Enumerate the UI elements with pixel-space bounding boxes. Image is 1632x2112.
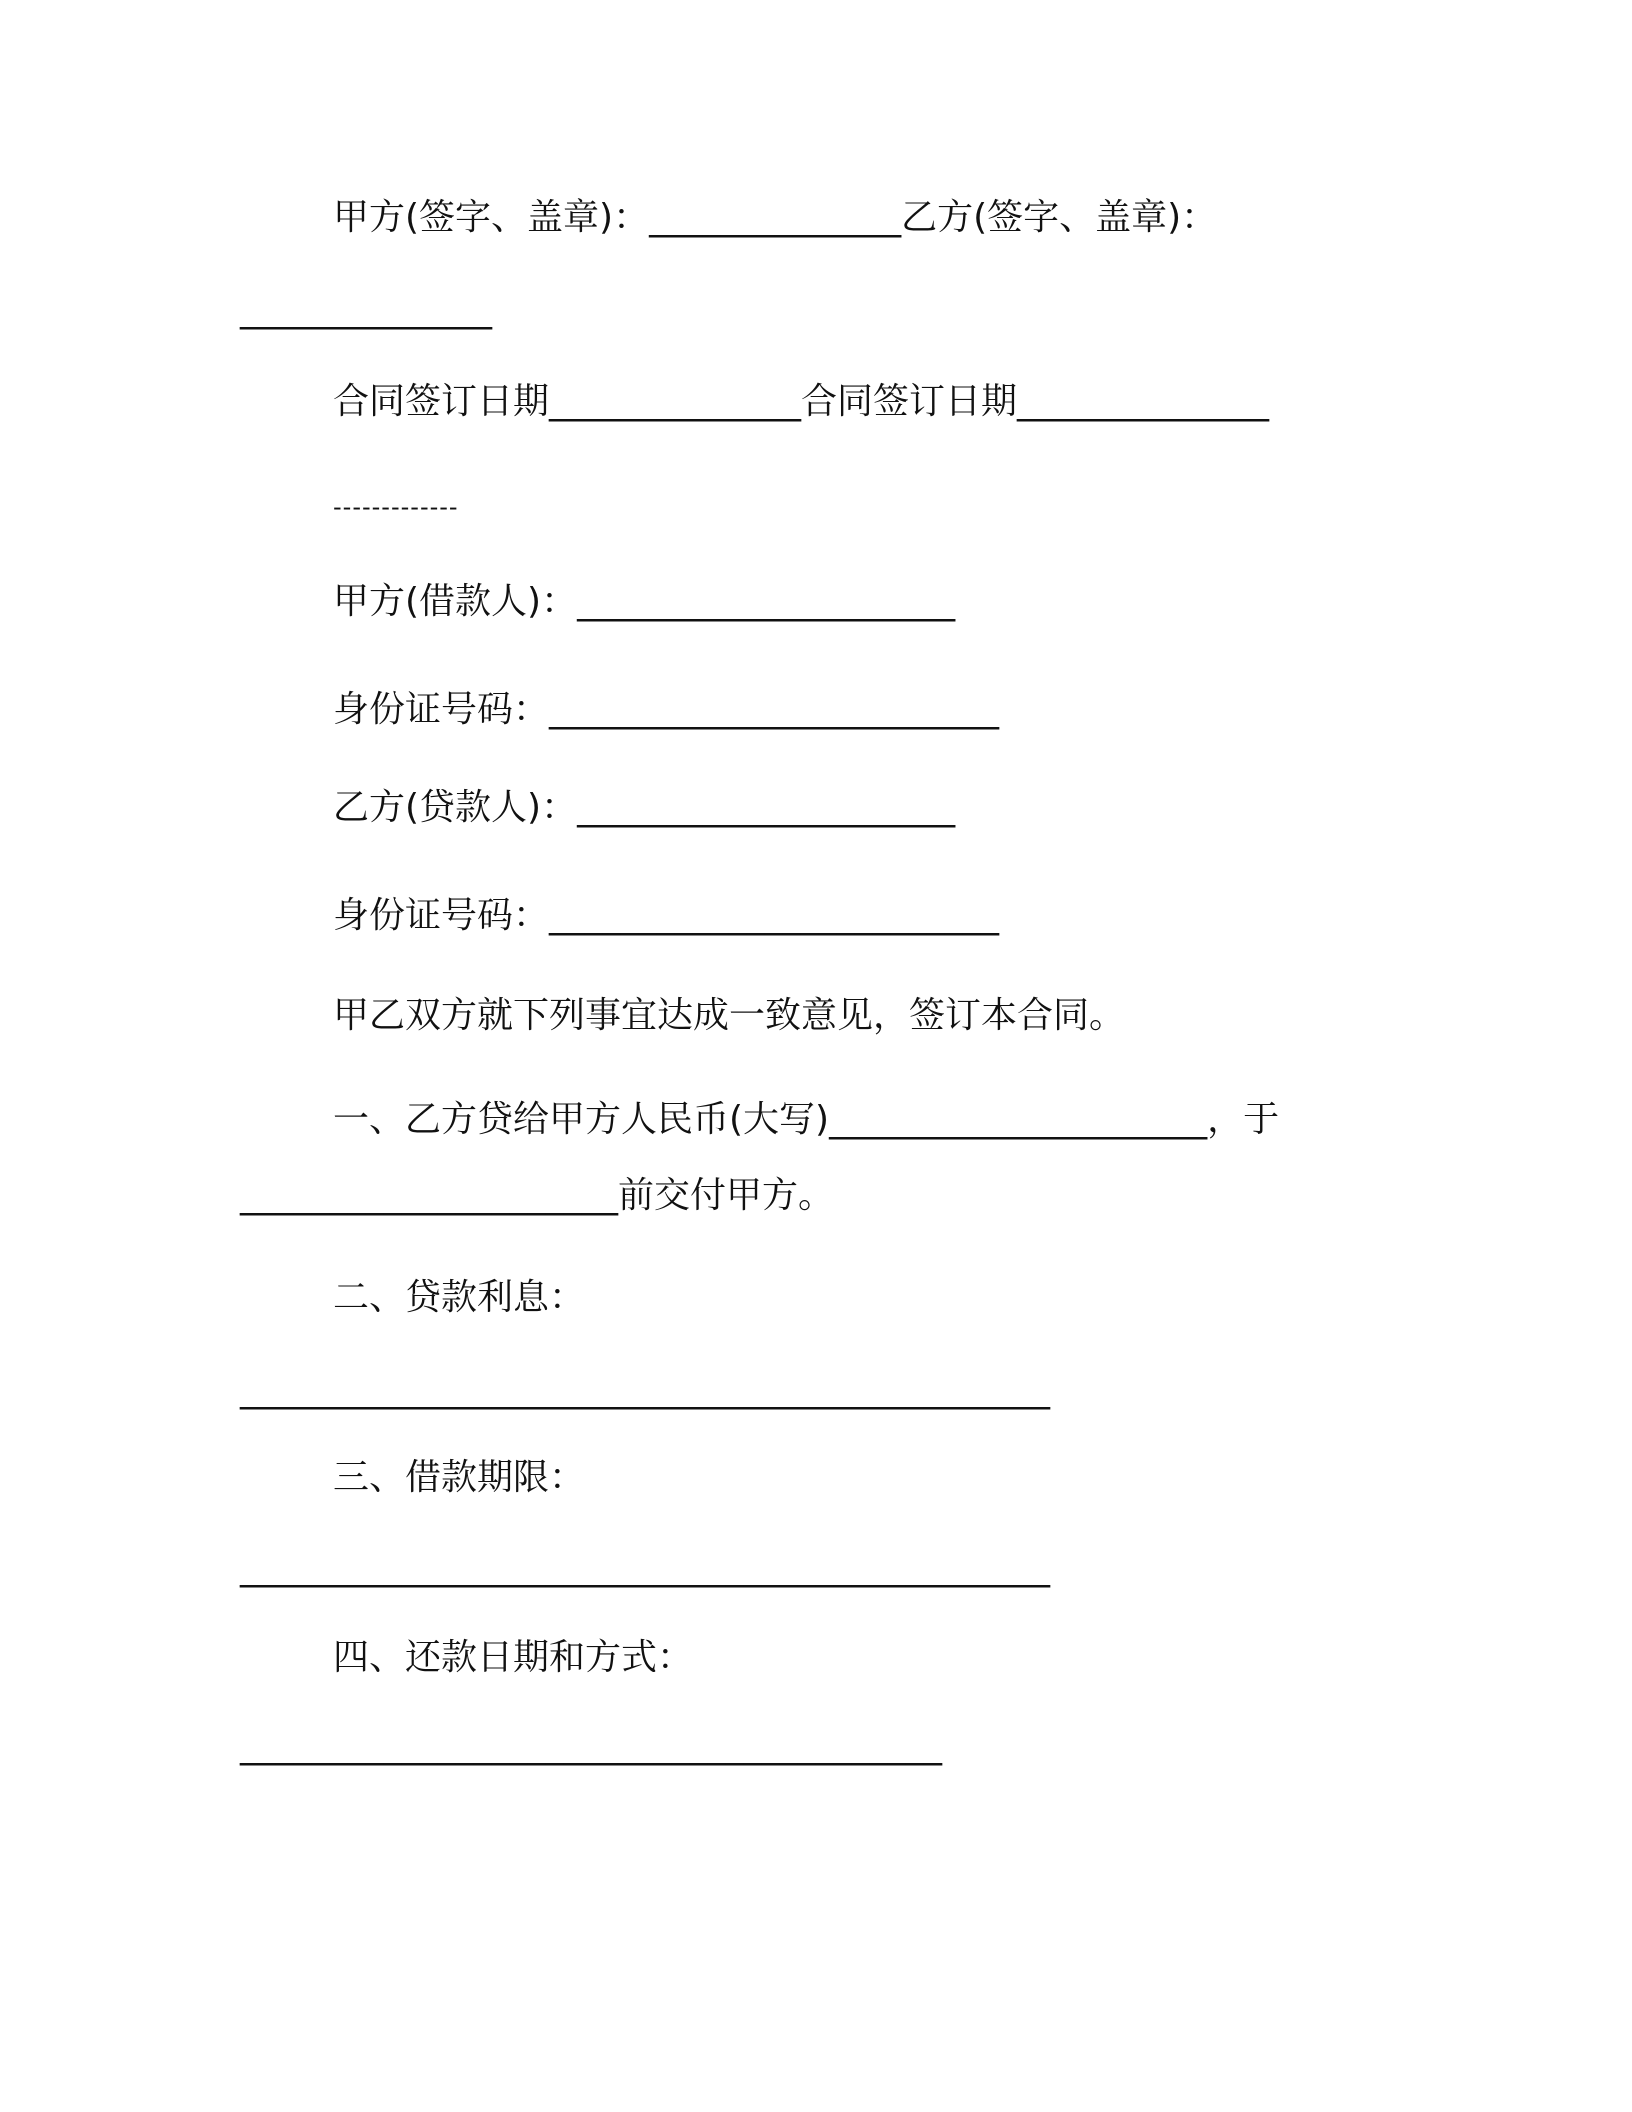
clause-1-line-2: _____________________前交付甲方。 [240,1175,835,1216]
separator-dashes: ------------- [333,493,459,521]
clause-3-heading: 三、借款期限： [333,1457,586,1498]
clause-2-heading: 二、贷款利息： [333,1277,586,1318]
lender-id-line: 身份证号码：_________________________ [333,895,1000,936]
clause-3-blank: _____________________________________________ [240,1547,1050,1588]
clause-4-blank: _______________________________________ [240,1725,942,1766]
borrower-line: 甲方(借款人)：_____________________ [333,581,956,622]
party-b-signature-blank: ______________ [240,289,492,330]
contract-date-line: 合同签订日期______________合同签订日期______________ [333,381,1270,422]
clause-2-blank: _____________________________________________ [240,1369,1050,1410]
clause-1-line-1: 一、乙方贷给甲方人民币(大写)_____________________，于 [333,1099,1280,1140]
party-a-signature-line: 甲方(签字、盖章)：______________乙方(签字、盖章)： [333,197,1218,238]
clause-4-heading: 四、还款日期和方式： [333,1637,694,1678]
lender-line: 乙方(贷款人)：_____________________ [333,787,956,828]
borrower-id-line: 身份证号码：_________________________ [333,689,1000,730]
agreement-intro: 甲乙双方就下列事宜达成一致意见，签订本合同。 [333,995,1126,1036]
